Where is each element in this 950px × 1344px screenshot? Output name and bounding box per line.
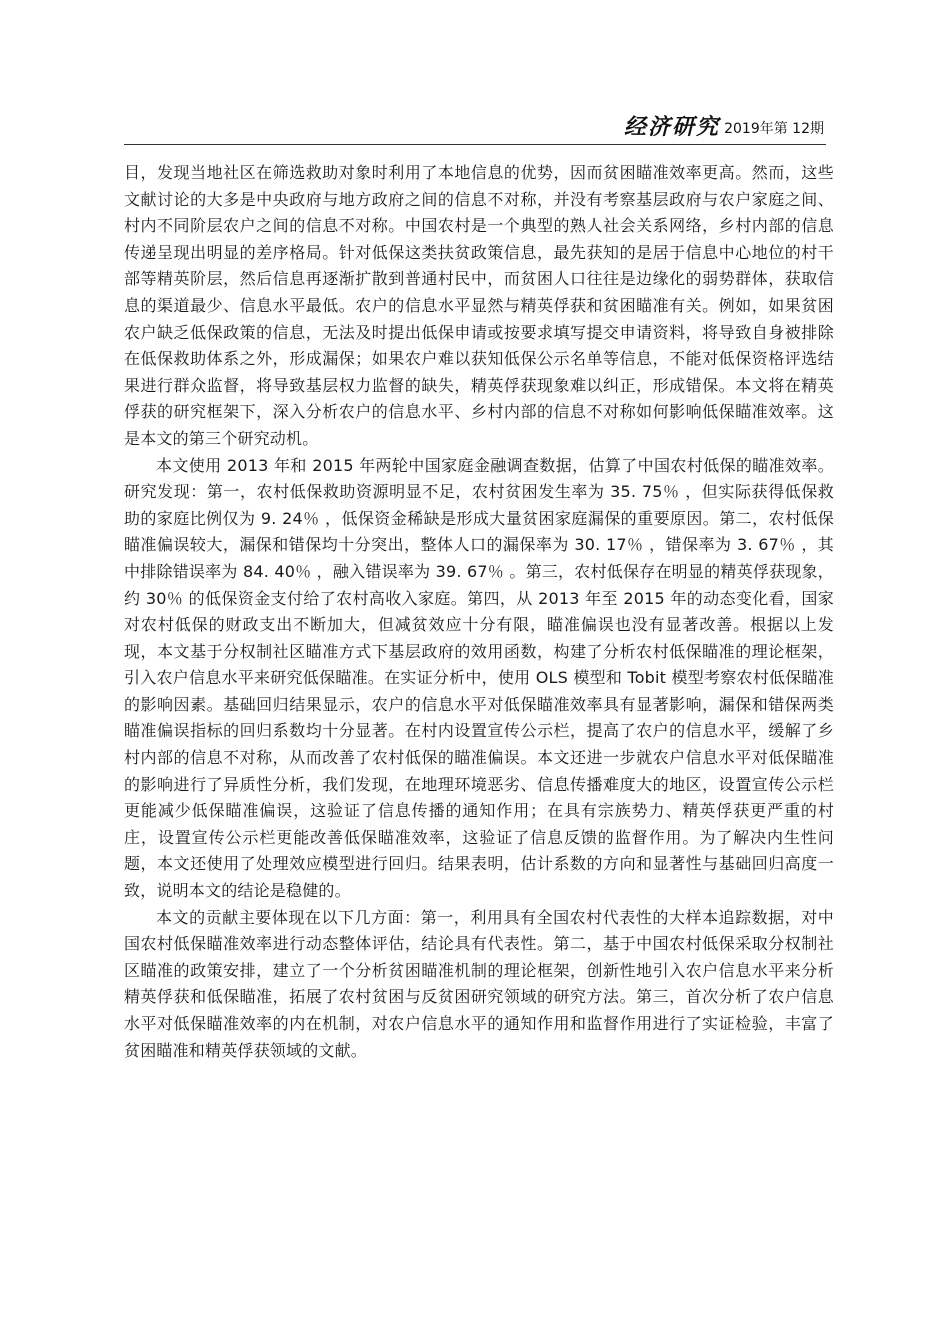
journal-logo: 经济研究 — [623, 114, 720, 140]
paragraph-continuation: 目，发现当地社区在筛选救助对象时利用了本地信息的优势，因而贫困瞄准效率更高。然而，这些文献讨论的大多是中央政府与地方政府之间的信息不对称，并没有考察基层政府与农户家庭之间、村内不同阶层农户之间的信息不对称。中国农村是一个典型的熟人社会关系网络，乡村内部的信息传递呈现出明显的差序格局。针对低保这类扶贫政策信息，最先获知的是居于信息中心地位的村干部等精英阶层，然后信息再逐渐扩散到普通村民中，而贫困人口往往是边缘化的弱势群体，获取信息的渠道最少、信息水平最低。农户的信息水平显然与精英俘获和贫困瞄准有关。例如，如果贫困农户缺乏低保政策的信息，无法及时提出低保申请或按要求填写提交申请资料，将导致自身被排除在低保救助体系之外，形成漏保；如果农户难以获知低保公示名单等信息，不能对低保资格评选结果进行群众监督，将导致基层权力监督的缺失，精英俘获现象难以纠正，形成错保。本文将在精英俘获的研究框架下，深入分析农户的信息水平、乡村内部的信息不对称如何影响低保瞄准效率。这是本文的第三个研究动机。 — [124, 163, 834, 448]
body-text — [124, 160, 834, 1064]
header-rule — [124, 144, 826, 145]
issue-label: 2019年第 12期 — [724, 121, 824, 137]
paragraph-contributions: 本文的贡献主要体现在以下几方面：第一，利用具有全国农村代表性的大样本追踪数据，对中国农村低保瞄准效率进行动态整体评估，结论具有代表性。第二，基于中国农村低保采取分权制社区瞄准的政策安排，建立了一个分析贫困瞄准机制的理论框架，创新性地引入农户信息水平来分析精英俘获和低保瞄准，拓展了农村贫困与反贫困研究领域的研究方法。第三，首次分析了农户信息水平对低保瞄准效率的内在机制，对农户信息水平的通知作用和监督作用进行了实证检验，丰富了贫困瞄准和精英俘获领域的文献。 — [124, 907, 834, 1060]
page-header — [124, 112, 826, 144]
paragraph-findings: 本文使用 2013 年和 2015 年两轮中国家庭金融调查数据，估算了中国农村低保的瞄准效率。研究发现：第一，农村低保救助资源明显不足，农村贫困发生率为 35. 75％ ，但实际获得低保救助的家庭比例仅为 9. 24％ ，低保资金稀缺是形成大量贫困家庭漏保的重要原因。第二，农村低保瞄准偏误较大，漏保和错保均十分突出，整体人口的漏保率为 30. 17％ ，错保率为 3. 67％ ，其中排除错误率为 84. 40％ ，融入错误率为 39. 67％ 。第三，农村低保存在明显的精英俘获现象，约 30％ 的低保资金支付给了农村高收入家庭。第四，从 2013 年至 2015 年的动态变化看，国家对农村低保的财政支出不断加大，但减贫效应十分有限，瞄准偏误也没有显著改善。根据以上发现，本文基于分权制社区瞄准方式下基层政府的效用函数，构建了分析农村低保瞄准的理论框架，引入农户信息水平来研究低保瞄准。在实证分析中，使用 OLS 模型和 Tobit 模型考察农村低保瞄准的影响因素。基础回归结果显示，农户的信息水平对低保瞄准效率具有显著影响，漏保和错保两类瞄准偏误指标的回归系数均十分显著。在村内设置宣传公示栏，提高了农户的信息水平，缓解了乡村内部的信息不对称，从而改善了农村低保的瞄准偏误。本文还进一步就农户信息水平对低保瞄准的影响进行了异质性分析，我们发现，在地理环境恶劣、信息传播难度大的地区，设置宣传公示栏更能减少低保瞄准偏误，这验证了信息传播的通知作用；在具有宗族势力、精英俘获更严重的村庄，设置宣传公示栏更能改善低保瞄准效率，这验证了信息反馈的监督作用。为了解决内生性问题，本文还使用了处理效应模型进行回归。结果表明，估计系数的方向和显著性与基础回归高度一致，说明本文的结论是稳健的。 — [124, 455, 834, 901]
